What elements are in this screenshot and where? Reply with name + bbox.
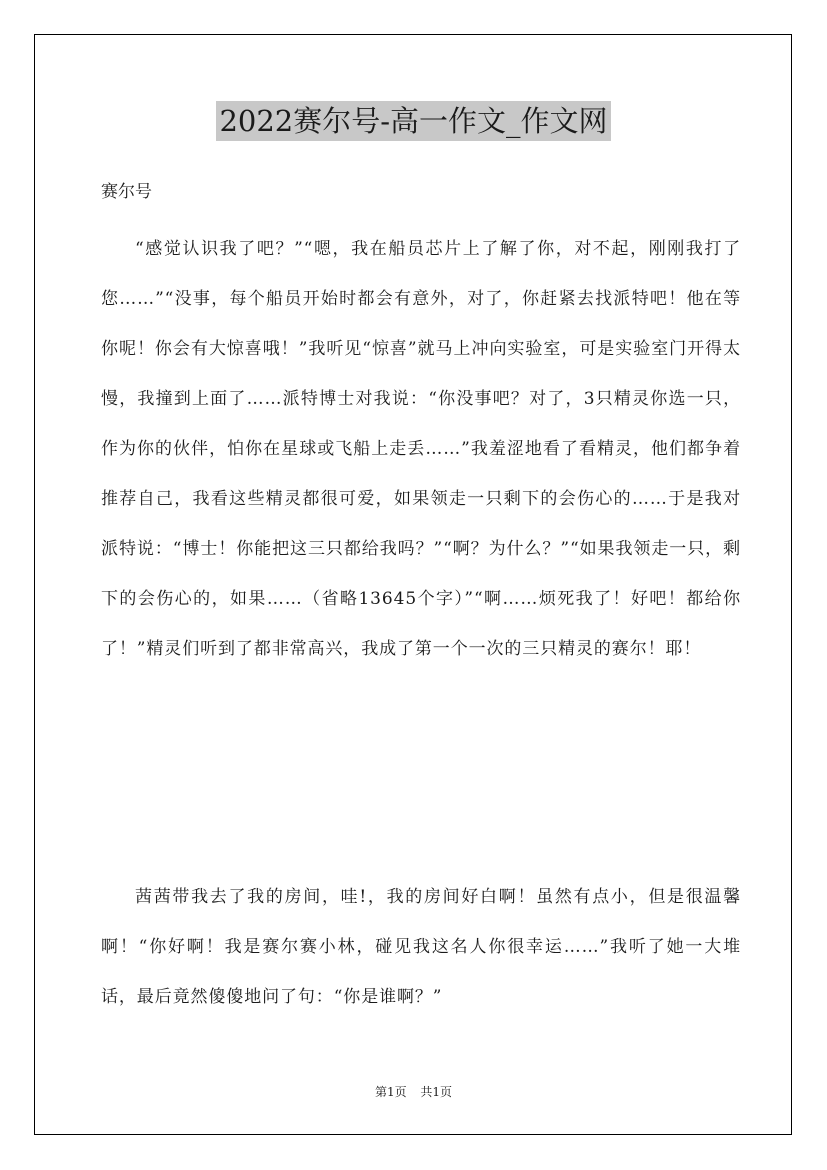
paragraph-1: “感觉认识我了吧？”“嗯，我在船员芯片上了解了你，对不起，刚刚我打了您……”“没事，每个船员开始时都会有意外，对了，你赶紧去找派特吧！他在等你呢！你会有大惊喜哦！”我听见“惊喜”就马上冲向实验室，可是实验室门开得太慢，我撞到上面了……派特博士对我说：“你没事吧？对了，3只精灵你选一只，作为你的伙伴，怕你在星球或飞船上走丢……”我羞涩地看了看精灵，他们都争着推荐自己，我看这些精灵都很可爱，如果领走一只剩下的会伤心的……于是我对派特说：“博士！你能把这三只都给我吗？”“啊？为什么？”“如果我领走一只，剩下的会伤心的，如果……（省略13645个字）”“啊……烦死我了！好吧！都给你了！”精灵们听到了都非常高兴，我成了第一个一次的三只精灵的赛尔！耶！ — [101, 239, 741, 659]
document-title: 2022赛尔号-高一作文_作文网 — [216, 101, 610, 141]
page-footer — [0, 1084, 827, 1100]
page-total: 共1页 — [420, 1085, 453, 1099]
page-number: 第1页 — [374, 1085, 407, 1099]
paragraph-2: 茜茜带我去了我的房间，哇!，我的房间好白啊！虽然有点小，但是很温馨啊！“你好啊！我是赛尔赛小林，碰见我这名人你很幸运……”我听了她一大堆话，最后竟然傻傻地问了句：“你是谁啊？” — [101, 887, 741, 1007]
section-label: 赛尔号 — [101, 182, 152, 202]
title-container — [0, 101, 827, 141]
